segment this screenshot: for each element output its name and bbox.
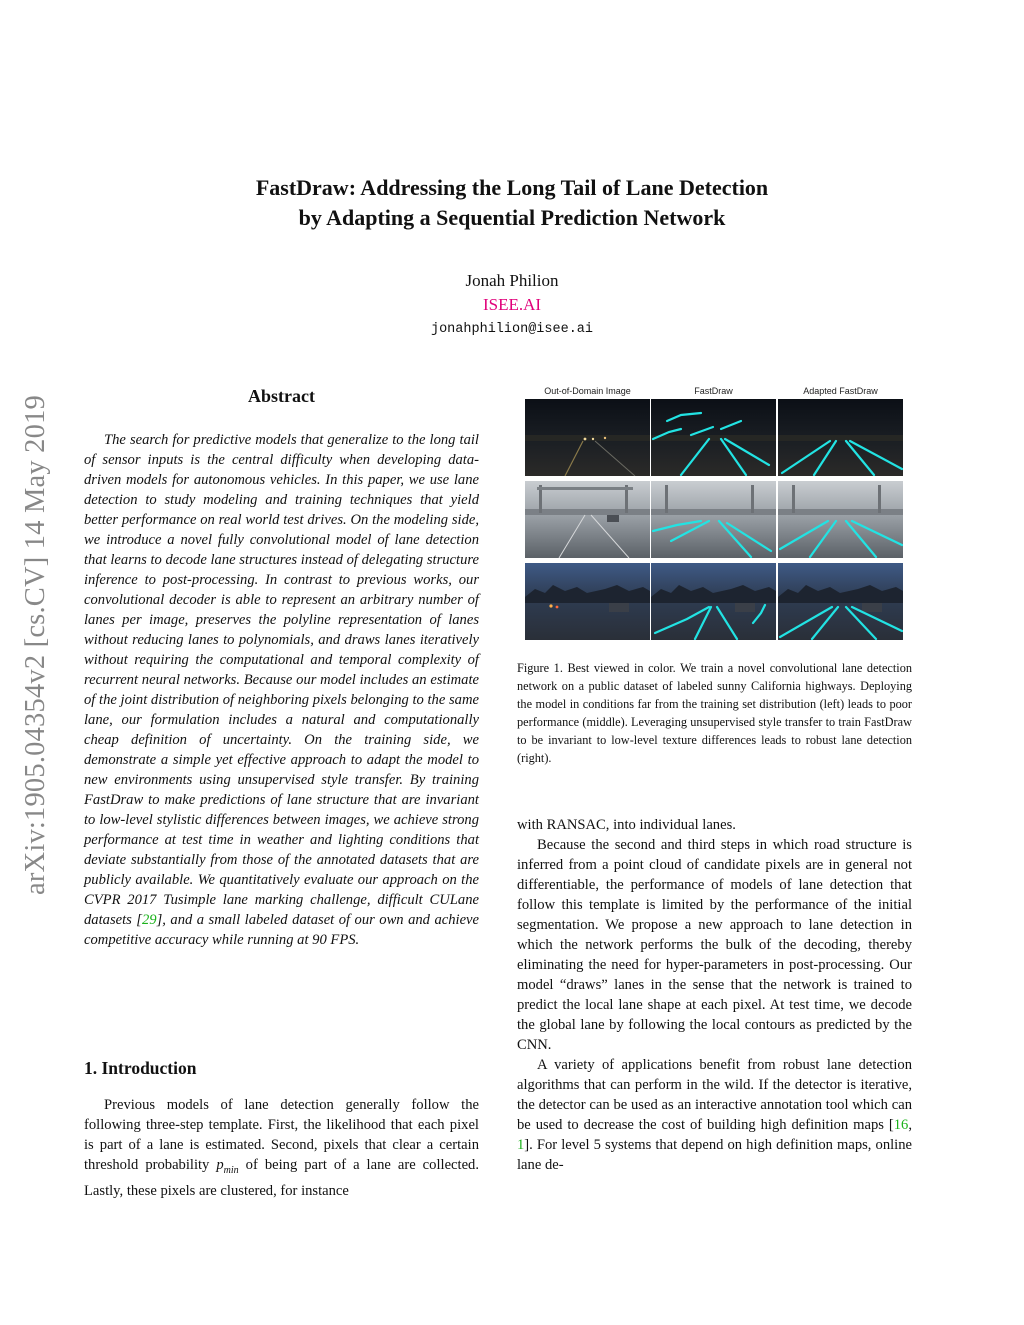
abstract-text-a: The search for predictive models that generalize to the long tail of sensor inputs is the central difficulty when developing data-driven models for autonomous vehicles. In this paper, we use lane detection to study modeling and training techniques that yield better performance on real world test drives. On the modeling side, we introduce a novel fully convolutional model of lane detection that learns to decode lane structures instead of delegating structure inference to post-processing. In contrast to previous works, our convolutional decoder is able to represent an arbitrary number of lanes per image, preserves the polyline representation of lanes without reducing lanes to polynomials, and draws lanes iteratively without requiring the computational and temporal complexity of recurrent neural networks. Because our model includes an estimate of the joint distribution of neighboring pixels belonging to the same lane, our formulation includes a natural and computationally cheap definition of uncertainty. On the training side, we demonstrate a simple yet effective approach to adapt the model to new environments using unsupervised style transfer. By training FastDraw to make predictions of lane structure that are invariant to low-level stylistic differences between images, we achieve strong performance at test time in weather and lighting conditions that deviate substantially from those of the annotated datasets that are publicly available. We quantitatively evaluate our approach on the CVPR 2017 Tusimple lane marking challenge, difficult CULane datasets [ (84, 432, 479, 928)
abstract-text-b: ], and a small labeled dataset of our own and achieve competitive accuracy while running at 90 FPS. (84, 912, 479, 948)
author-name: Jonah Philion (465, 271, 559, 290)
image-dusk-adapted (778, 563, 903, 640)
right-paragraph-0: with RANSAC, into individual lanes. (517, 817, 736, 833)
right-paragraph-1: Because the second and third steps in which road structure is inferred from a point cloud of candidate pixels are in general not differentiable, the performance of models of lane detection that follow this template is limited by the performance of the initial segmentation. We propose a new approach to lane detection in which the network performs the bulk of the decoding, thereby eliminating the need for hyper-parameters in post-processing. Our model “draws” lanes in the sense that the network is trained to predict the local lane shape at each pixel. At test time, we decode the global lane by following the local contours as predicted by the CNN. (517, 837, 912, 1053)
citation-separator: , (908, 1117, 912, 1133)
arxiv-id: arXiv:1905.04354v2 [cs.CV] 14 May 2019 (20, 395, 51, 895)
abstract-heading: Abstract (248, 386, 315, 406)
math-p: p (216, 1157, 224, 1173)
author-email[interactable]: jonahphilion@isee.ai (430, 322, 594, 337)
image-dusk-original (525, 563, 650, 640)
col-label-adapted: Adapted FastDraw (803, 386, 878, 396)
paper-title (120, 173, 904, 233)
image-night-adapted (778, 399, 903, 476)
section-heading-introduction: 1. Introduction (84, 1058, 197, 1078)
citation-link[interactable]: 29 (142, 912, 157, 928)
figure-1 (520, 384, 912, 642)
col-label-fastdraw: FastDraw (694, 386, 733, 396)
col-label-out-of-domain: Out-of-Domain Image (544, 386, 631, 396)
title-line-1: FastDraw: Addressing the Long Tail of Lane Detection (255, 175, 769, 200)
right-text-b: ]. For level 5 systems that depend on high definition maps, online lane de- (517, 1137, 912, 1173)
abstract-body (84, 430, 479, 950)
abstract-paragraph (84, 430, 479, 950)
image-dusk-fastdraw (651, 563, 776, 640)
right-paragraph-2 (517, 1055, 912, 1175)
right-column-body (517, 815, 912, 1175)
figure-caption: Figure 1. Best viewed in color. We train a novel convolutional lane detection network on a public dataset of labeled sunny California highways. Deploying the model in conditions far from the training set distribution (left) leads to poor performance (middle). Leveraging unsupervised style transfer to train FastDraw to be invariant to low-level texture differences leads to robust lane detection (right). (517, 661, 912, 765)
title-line-2: by Adapting a Sequential Prediction Network (298, 205, 726, 230)
intro-text-a: Previous models of lane detection generally follow the following three-step template. First, the likelihood that each pixel is part of a lane is estimated. Second, pixels that clear a certain threshold probability (84, 1097, 479, 1173)
image-night-original (525, 399, 650, 476)
image-rain-adapted (778, 481, 903, 558)
right-text-a: A variety of applications benefit from robust lane detection algorithms that can perform in the wild. If the detector is iterative, the detector can be used as an interactive annotation tool which can be used to decrease the cost of building high definition maps [ (517, 1057, 912, 1133)
image-night-fastdraw (651, 399, 776, 476)
intro-text-b: of being part of a lane are collected. Lastly, these pixels are clustered, for instance (84, 1157, 479, 1199)
arxiv-stamp (16, 345, 56, 945)
image-rain-original (525, 481, 650, 558)
image-rain-fastdraw (651, 481, 776, 558)
citation-link-16[interactable]: 16 (893, 1117, 909, 1133)
intro-paragraph (84, 1095, 479, 1201)
intro-body (84, 1095, 479, 1201)
author-affiliation[interactable]: ISEE.AI (482, 295, 542, 314)
math-sub-min: min (223, 1164, 239, 1176)
citation-link-1[interactable]: 1 (517, 1137, 525, 1153)
